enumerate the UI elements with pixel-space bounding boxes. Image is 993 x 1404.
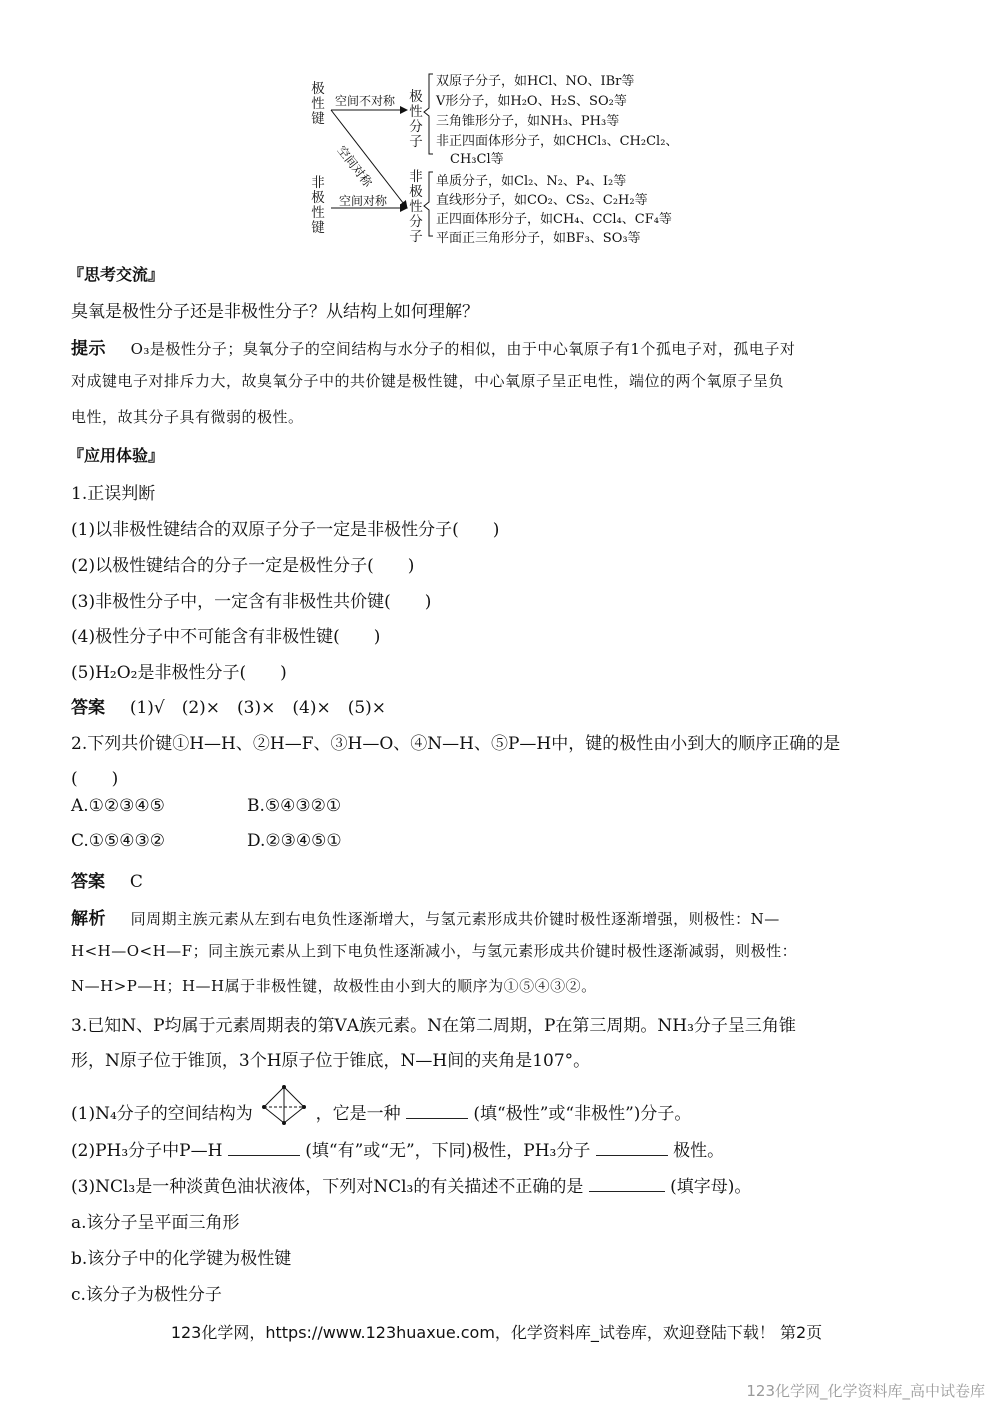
q1-item: (5)H₂O₂是非极性分子( ) xyxy=(71,663,287,683)
think-question: 臭氧是极性分子还是非极性分子？从结构上如何理解？ xyxy=(71,302,479,322)
nonpolar-list-item: 正四面体形分子，如CH₄、CCl₄、CF₄等 xyxy=(436,212,672,227)
q3-2-blank[interactable] xyxy=(596,1141,668,1156)
q3-2-text: (填“有”或“无”，下同)极性，PH₃分子 xyxy=(305,1141,591,1161)
q1-title: 1.正误判断 xyxy=(71,484,156,504)
asymmetric-label: 空间不对称 xyxy=(335,94,396,108)
q3-1-text: (1)N₄分子的空间结构为 xyxy=(71,1104,253,1124)
analysis-line: N—H>P—H；H—H属于非极性键，故极性由小到大的顺序为①⑤④③②。 xyxy=(71,977,597,995)
q2-question: 2.下列共价键①H—H、②H—F、③H—O、④N—H、⑤P—H中，键的极性由小到大的顺序正确的是 xyxy=(71,734,841,754)
nonpolar-list-item: 直线形分子，如CO₂、CS₂、C₂H₂等 xyxy=(436,193,648,208)
polar-bond-label: 极性键 xyxy=(311,81,325,127)
q3-1-text: (填“极性”或“非极性”)分子。 xyxy=(473,1104,692,1124)
nonpolar-list-item: 单质分子，如Cl₂、N₂、P₄、I₂等 xyxy=(436,174,627,189)
q3-2-text: (2)PH₃分子中P—H xyxy=(71,1141,223,1161)
hint-line: O₃是极性分子；臭氧分子的空间结构与水分子的相似，由于中心氧原子有1个孤电子对，孤电子对 xyxy=(130,340,796,358)
apply-header: 『应用体验』 xyxy=(68,446,165,465)
q3-3-text: (3)NCl₃是一种淡黄色油状液体，下列对NCl₃的有关描述不正确的是 xyxy=(71,1177,584,1197)
watermark-text: 123化学网_化学资料库_高中试卷库 xyxy=(746,1382,985,1400)
q3-intro: 形，N原子位于锥顶，3个H原子位于锥底，N—H间的夹角是107°。 xyxy=(71,1051,591,1071)
answer-label: 答案 xyxy=(71,872,105,892)
q1-answer: (1)√ (2)× (3)× (4)× (5)× xyxy=(129,698,387,718)
symmetric-label: 空间对称 xyxy=(339,194,388,208)
n4-tetrahedron-icon xyxy=(258,1085,310,1127)
answer-label: 答案 xyxy=(71,698,105,718)
polar-list-item: CH₃Cl等 xyxy=(450,152,504,167)
q1-item: (3)非极性分子中，一定含有非极性共价键( ) xyxy=(71,592,432,612)
q2-option-b: B.⑤④③②① xyxy=(247,796,342,816)
polar-list-item: 双原子分子，如HCl、NO、IBr等 xyxy=(436,74,635,89)
bond-polarity-diagram xyxy=(305,68,705,248)
q2-option-a: A.①②③④⑤ xyxy=(71,796,165,816)
q3-1-blank[interactable] xyxy=(406,1104,468,1119)
q3-2-blank[interactable] xyxy=(228,1141,300,1156)
think-header: 『思考交流』 xyxy=(68,265,165,284)
q3-option-b: b.该分子中的化学键为极性键 xyxy=(71,1249,292,1269)
polar-list-item: V形分子，如H₂O、H₂S、SO₂等 xyxy=(436,94,627,109)
nonpolar-list-item: 平面正三角形分子，如BF₃、SO₃等 xyxy=(436,231,641,246)
q1-item: (1)以非极性键结合的双原子分子一定是非极性分子( ) xyxy=(71,520,500,540)
analysis-line: H<H—O<H—F；同主族元素从上到下电负性逐渐减小，与氢元素形成共价键时极性逐渐减弱，则极性： xyxy=(71,942,798,960)
q3-intro: 3.已知N、P均属于元素周期表的第ⅤA族元素。N在第二周期，P在第三周期。NH₃分子呈三角锥 xyxy=(71,1016,796,1036)
hint-line: 电性，故其分子具有微弱的极性。 xyxy=(71,408,304,426)
polar-molecule-label: 极性分子 xyxy=(409,89,423,150)
nonpolar-bond-label: 非极性键 xyxy=(311,175,325,236)
hint-line: 对成键电子对排斥力大，故臭氧分子中的共价键是极性键，中心氧原子呈正电性，端位的两个氧原子呈负 xyxy=(71,372,785,390)
q2-option-d: D.②③④⑤① xyxy=(247,831,342,851)
symmetric-diagonal-label: 空间对称 xyxy=(334,143,375,190)
q3-option-c: c.该分子为极性分子 xyxy=(71,1285,222,1305)
q3-3-text: (填字母)。 xyxy=(670,1177,752,1197)
q1-item: (4)极性分子中不可能含有非极性键( ) xyxy=(71,627,381,647)
nonpolar-molecule-label: 非极性分子 xyxy=(409,169,423,245)
page-footer: 123化学网，https://www.123huaxue.com，化学资料库_试卷库，欢迎登陆下载！ 第2页 xyxy=(170,1323,823,1342)
polar-list-item: 非正四面体形分子，如CHCl₃、CH₂Cl₂、 xyxy=(436,134,679,149)
q3-option-a: a.该分子呈平面三角形 xyxy=(71,1213,240,1233)
q3-2-text: 极性。 xyxy=(673,1141,725,1161)
analysis-label: 解析 xyxy=(71,909,106,929)
q1-item: (2)以极性键结合的分子一定是极性分子( ) xyxy=(71,556,415,576)
polar-list-item: 三角锥形分子，如NH₃、PH₃等 xyxy=(436,114,620,129)
q2-option-c: C.①⑤④③② xyxy=(71,831,166,851)
q2-answer: C xyxy=(129,872,143,892)
hint-label: 提示 xyxy=(71,339,106,359)
q3-1-text: ，它是一种 xyxy=(315,1104,401,1124)
analysis-line: 同周期主族元素从左到右电负性逐渐增大，与氢元素形成共价键时极性逐渐增强，则极性：N— xyxy=(130,910,780,928)
q2-paren: ( ) xyxy=(71,769,119,789)
q3-3-blank[interactable] xyxy=(589,1177,665,1192)
